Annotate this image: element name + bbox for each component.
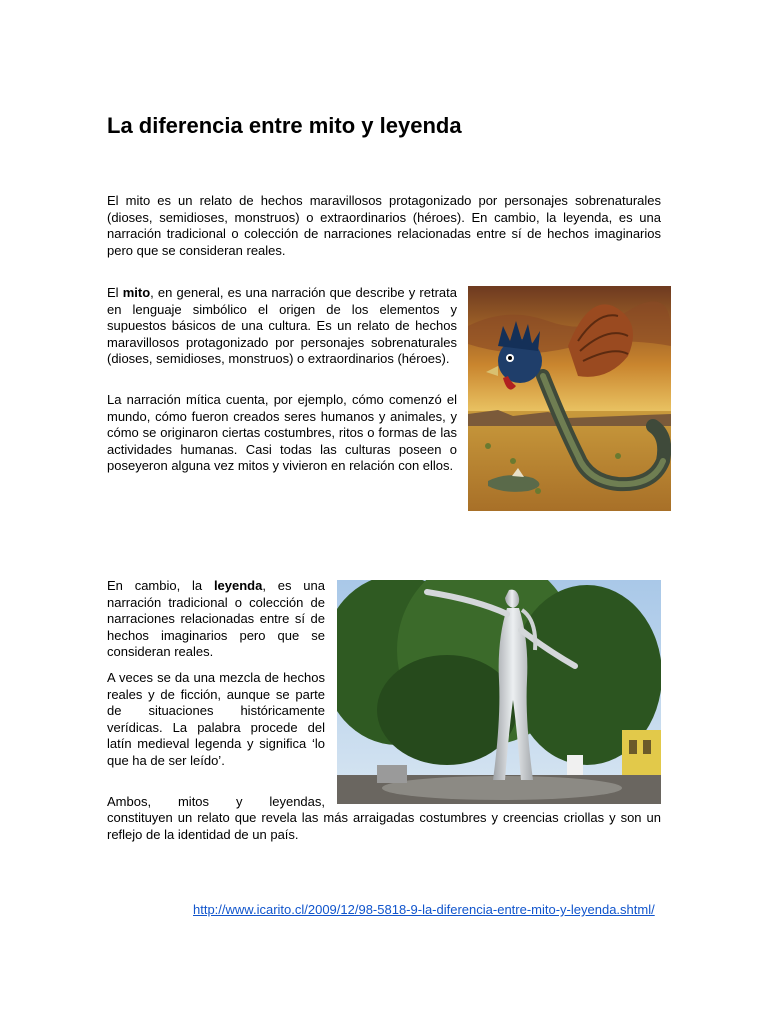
leyenda-paragraph-2: A veces se da una mezcla de hechos reales y de ficción, aunque se parte de situaciones históricamente verídicas. La palabra procede del latín medieval legenda y significa ‘lo que ha de ser leído’.	[107, 670, 325, 768]
mito-paragraph-2: La narración mítica cuenta, por ejemplo, cómo comenzó el mundo, cómo fueron creados seres humanos y animales, y cómo se originaron ciertas costumbres, ritos o formas de las actividades humanas. Casi todas las culturas poseen o poseyeron alguna vez mitos y vivieron en relación con ellos.	[107, 392, 457, 473]
statue-woman-fountain-image	[337, 580, 661, 804]
leyenda-bold-term: leyenda	[213, 578, 263, 593]
ambos-paragraph-first-line: Ambos, mitos y leyendas,	[107, 794, 325, 809]
mito-p1-rest: , en general, es una narración que describe y retrata en lenguaje simbólico el origen de los elementos y supuestos básicos de una cultura. Es un relato de hechos maravillosos protagonizado por personajes sobrenaturales (dioses, semidioses, monstruos) o extraordinarios (héroes).	[107, 285, 457, 366]
source-link[interactable]: http://www.icarito.cl/2009/12/98-5818-9-la-diferencia-entre-mito-y-leyenda.shtml/	[193, 902, 655, 917]
intro-paragraph: El mito es un relato de hechos maravillosos protagonizado por personajes sobrenaturales (dioses, semidioses, monstruos) o extraordinarios (héroes). En cambio, la leyenda, es una narración tradicional o colección de narraciones relacionadas entre sí de hechos imaginarios pero que se consideran reales.	[107, 193, 661, 258]
mito-p1-prefix: El	[107, 285, 123, 300]
leyenda-p1-rest: , es una narración tradicional o colección de narraciones relacionadas entre sí de hechos imaginarios pero que se consideran reales.	[107, 578, 325, 659]
dragon-rooster-painting-image	[468, 286, 671, 511]
ambos-paragraph-continuation: constituyen un relato que revela las más arraigadas costumbres y creencias criollas y son un reflejo de la identidad de un país.	[107, 810, 661, 842]
mito-paragraph-1	[107, 285, 457, 368]
leyenda-paragraph-1	[107, 578, 325, 661]
leyenda-p1-prefix: En cambio, la	[107, 578, 214, 593]
page-title: La diferencia entre mito y leyenda	[107, 113, 462, 138]
mito-bold-term: mito	[122, 285, 151, 300]
